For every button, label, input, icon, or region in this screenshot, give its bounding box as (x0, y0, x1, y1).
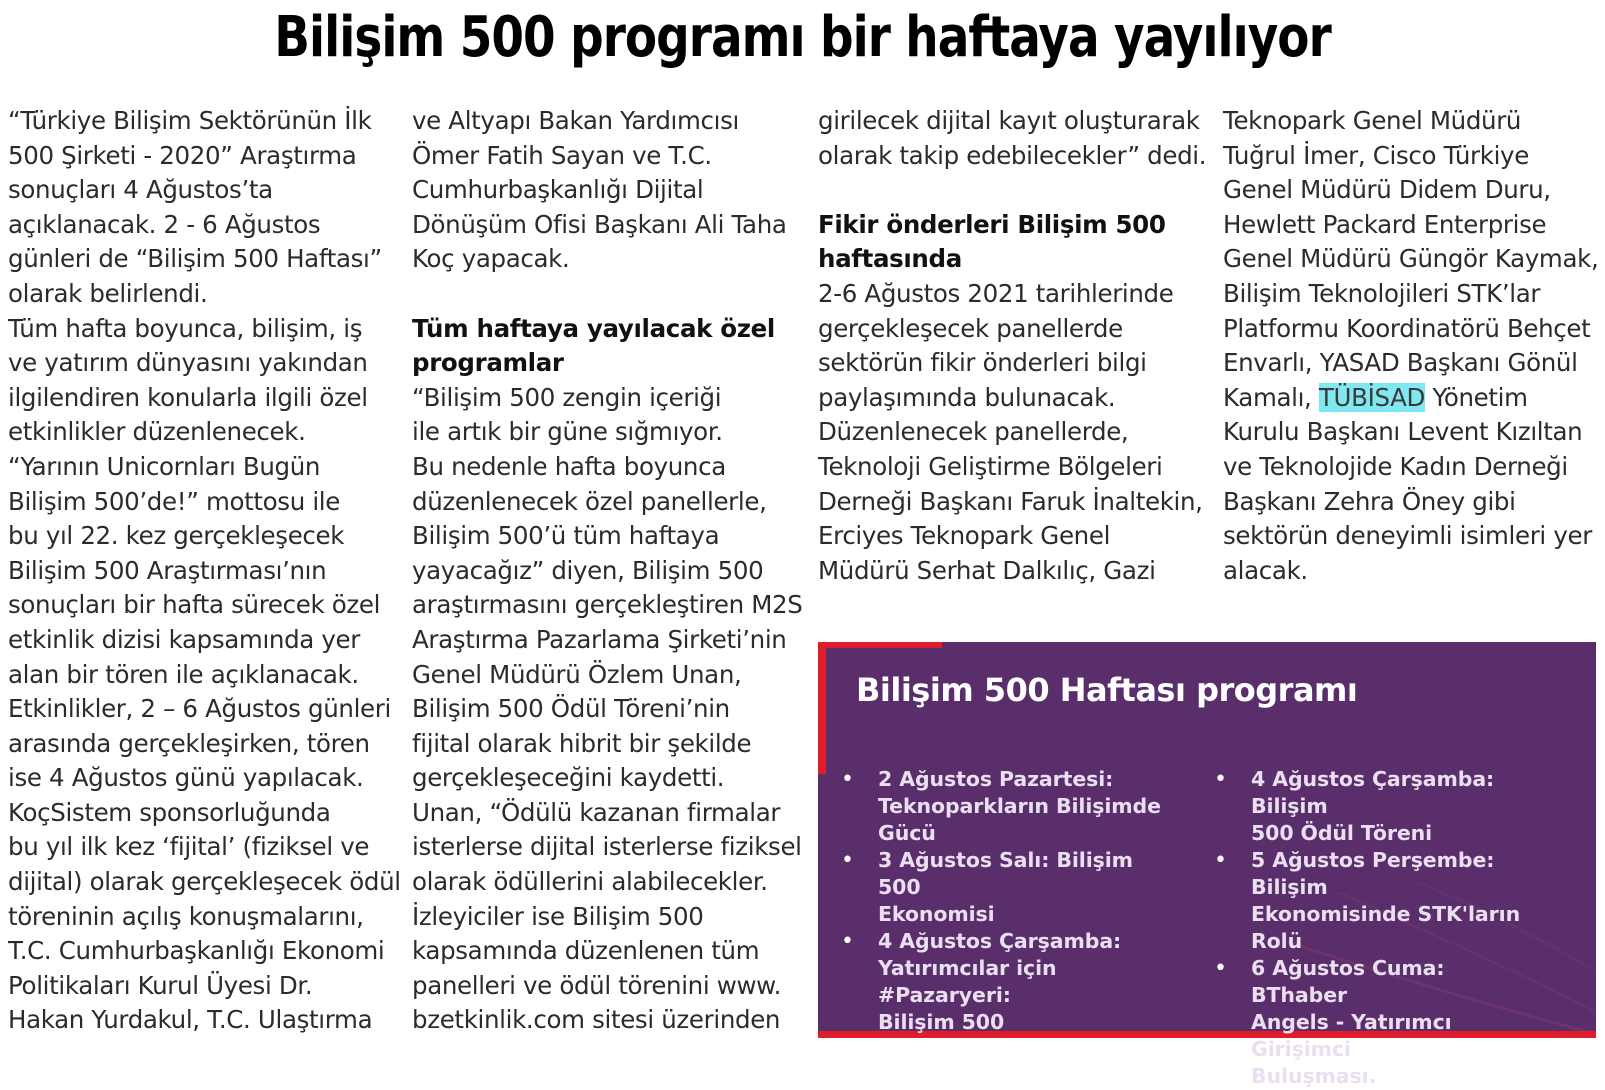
text-line: Müdürü Serhat Dalkılıç, Gazi (818, 555, 1156, 585)
column-1-body (8, 104, 401, 1038)
program-item-line: 4 Ağustos Çarşamba: (878, 929, 1122, 953)
text-line: ve Altyapı Bakan Yardımcısı (412, 106, 739, 135)
text-line: Bilişim 500’de!” mottosu ile (8, 486, 340, 516)
program-item-line: Bilişim 500 (878, 1010, 1005, 1034)
bullet-icon: • (1214, 848, 1227, 873)
text-line: Tüm hafta boyunca, bilişim, iş (8, 313, 363, 343)
text-line: Cumhurbaşkanlığı Dijital (412, 175, 704, 205)
article-column-4 (1223, 104, 1605, 588)
text-line: olarak takip edebilecekler” dedi. (818, 140, 1207, 170)
program-item (840, 847, 1170, 928)
text-line: T.C. Cumhurbaşkanlığı Ekonomi (8, 936, 385, 966)
program-item (840, 928, 1170, 1036)
program-item (840, 766, 1170, 847)
text-line: Dönüşüm Ofisi Başkanı Ali Taha (412, 209, 787, 239)
bullet-icon: • (1214, 767, 1227, 792)
text-line: töreninin açılış konuşmalarını, (8, 901, 364, 931)
text-line: Teknoloji Geliştirme Bölgeleri (818, 451, 1163, 481)
program-item-line: 3 Ağustos Salı: Bilişim 500 (878, 848, 1133, 899)
text-line: “Yarının Unicornları Bugün (8, 451, 321, 481)
text-line: gerçekleşecek panellerde (818, 313, 1123, 343)
text-line: Hewlett Packard Enterprise (1223, 209, 1547, 239)
program-item-line: 5 Ağustos Perşembe: Bilişim (1251, 848, 1495, 899)
column-3-body-b (818, 277, 1206, 588)
bullet-icon: • (841, 848, 854, 873)
program-box (818, 642, 1596, 1088)
text-line: Bilişim 500 Araştırması’nın (8, 555, 327, 585)
program-list-left (840, 766, 1170, 1036)
column-3-body-a (818, 104, 1206, 173)
article-column-3 (818, 104, 1206, 588)
text-line: İzleyiciler ise Bilişim 500 (412, 901, 704, 931)
text-line: bu yıl 22. kez gerçekleşecek (8, 521, 345, 551)
program-item-line: Rolü (1251, 929, 1303, 953)
program-item-line: 500 Ödül Töreni (1251, 821, 1433, 845)
column-2-body-b (412, 381, 803, 1038)
bullet-icon: • (841, 929, 854, 954)
text-line: Etkinlikler, 2 – 6 Ağustos günleri (8, 694, 391, 724)
text-line: ve Teknolojide Kadın Derneği (1223, 451, 1568, 481)
text-line: Genel Müdürü Didem Duru, (1223, 175, 1551, 205)
hl-after: Yönetim (1425, 382, 1528, 412)
program-item-line: Ekonomisi (878, 902, 995, 926)
text-line: Platformu Koordinatörü Behçet (1223, 313, 1591, 343)
text-line: gerçekleşeceğini kaydetti. (412, 763, 725, 793)
text-line: Bilişim Teknolojileri STK’lar (1223, 278, 1541, 308)
column-2-body-a (412, 104, 800, 277)
text-line: sonuçları bir hafta sürecek özel (8, 590, 381, 620)
text-line: alan bir tören ile açıklanacak. (8, 659, 359, 689)
text-line: Düzenlenecek panellerde, (818, 417, 1129, 447)
text-line: araştırmasını gerçekleştiren M2S (412, 590, 803, 620)
text-line: Hakan Yurdakul, T.C. Ulaştırma (8, 1005, 373, 1035)
program-item (1213, 847, 1543, 955)
hl-before: Kamalı, (1223, 382, 1319, 412)
text-line: paylaşımında bulunacak. (818, 382, 1116, 412)
program-item-line: Teknoparkların Bilişimde (878, 794, 1161, 818)
text-line: bu yıl ilk kez ‘fijital’ (fiziksel ve (8, 832, 370, 862)
program-item-line: 6 Ağustos Cuma: BThaber (1251, 956, 1445, 1007)
text-line: Unan, “Ödülü kazanan firmalar (412, 797, 781, 827)
text-line: günleri de “Bilişim 500 Haftası” (8, 244, 382, 274)
text-line: Araştırma Pazarlama Şirketi’nin (412, 624, 787, 654)
headline: Bilişim 500 programı bir haftaya yayılıyor (274, 5, 1331, 70)
program-item-line: Yatırımcılar için #Pazaryeri: (878, 956, 1057, 1007)
text-line: “Bilişim 500 zengin içeriği (412, 382, 722, 412)
text-line: Envarlı, YASAD Başkanı Gönül (1223, 348, 1578, 378)
accent-bar-left (818, 642, 826, 774)
text-line: Genel Müdürü Güngör Kaymak, (1223, 244, 1599, 274)
text-line: Ömer Fatih Sayan ve T.C. (412, 140, 712, 170)
program-list-right (1213, 766, 1543, 1090)
text-line: Bilişim 500’ü tüm haftaya (412, 521, 720, 551)
text-line: arasında gerçekleşirken, tören (8, 728, 370, 758)
text-line: alacak. (1223, 555, 1308, 585)
text-line: ile artık bir güne sığmıyor. (412, 417, 723, 447)
text-line: 2-6 Ağustos 2021 tarihlerinde (818, 278, 1174, 308)
subheading-tum-haftaya (412, 312, 800, 381)
text-line: girilecek dijital kayıt oluşturarak (818, 106, 1200, 135)
highlighted-term-tubisad: TÜBİSAD (1318, 382, 1426, 412)
text-line: “Türkiye Bilişim Sektörünün İlk (8, 106, 372, 135)
text-line: sektörün deneyimli isimleri yer (1223, 521, 1592, 551)
program-item-line: 2 Ağustos Pazartesi: (878, 767, 1114, 791)
text-line: Derneği Başkanı Faruk İnaltekin, (818, 486, 1203, 516)
program-item-line: Ekonomisinde STK'ların (1251, 902, 1521, 926)
text-line: açıklanacak. 2 - 6 Ağustos (8, 209, 321, 239)
highlighted-line (1223, 381, 1605, 416)
program-box-title: Bilişim 500 Haftası programı (856, 671, 1358, 709)
text-line: KoçSistem sponsorluğunda (8, 797, 331, 827)
text-line: Tüm haftaya yayılacak özel (412, 313, 775, 343)
text-line: Kurulu Başkanı Levent Kızıltan (1223, 417, 1583, 447)
text-line: yayacağız” diyen, Bilişim 500 (412, 555, 764, 585)
text-line: Başkanı Zehra Öney gibi (1223, 486, 1516, 516)
text-line: Bu nedenle hafta boyunca (412, 451, 726, 481)
program-item-line: Buluşması. (1251, 1064, 1377, 1088)
text-line: etkinlikler düzenlenecek. (8, 417, 306, 447)
text-line: Tuğrul İmer, Cisco Türkiye (1223, 140, 1529, 170)
paragraph-gap (818, 173, 1206, 208)
program-item-line: Gücü (878, 821, 936, 845)
accent-bar-top (818, 642, 942, 648)
text-line: Erciyes Teknopark Genel (818, 521, 1111, 551)
program-item (1213, 955, 1543, 1090)
text-line: bzetkinlik.com sitesi üzerinden (412, 1005, 781, 1035)
text-line: sektörün fikir önderleri bilgi (818, 348, 1147, 378)
text-line: Bilişim 500 Ödül Töreni’nin (412, 694, 730, 724)
text-line: ve yatırım dünyasını yakından (8, 348, 368, 378)
bullet-icon: • (1214, 956, 1227, 981)
subheading-fikir-onderleri (818, 208, 1206, 277)
text-line: Fikir önderleri Bilişim 500 (818, 209, 1166, 239)
text-line: düzenlenecek özel panellerle, (412, 486, 767, 516)
column-4-body-b (1223, 415, 1605, 588)
text-line: panelleri ve ödül törenini www. (412, 970, 782, 1000)
article-column-2 (412, 104, 803, 1038)
text-line: olarak belirlendi. (8, 278, 208, 308)
text-line: ise 4 Ağustos günü yapılacak. (8, 763, 364, 793)
text-line: Koç yapacak. (412, 244, 570, 274)
text-line: sonuçları 4 Ağustos’ta (8, 175, 273, 205)
text-line: 500 Şirketi - 2020” Araştırma (8, 140, 357, 170)
text-line: Genel Müdürü Özlem Unan, (412, 659, 742, 689)
paragraph-gap (412, 277, 800, 312)
article-column-1 (8, 104, 401, 1038)
program-item-line: 4 Ağustos Çarşamba: Bilişim (1251, 767, 1495, 818)
program-item (1213, 766, 1543, 847)
program-item-line: Angels - Yatırımcı Girişimci (1251, 1010, 1452, 1061)
text-line: dijital) olarak gerçekleşecek ödül (8, 867, 401, 897)
bullet-icon: • (841, 767, 854, 792)
text-line: haftasında (818, 244, 962, 274)
text-line: kapsamında düzenlenen tüm (412, 936, 760, 966)
text-line: isterlerse dijital isterlerse fiziksel (412, 832, 802, 862)
text-line: ilgilendiren konularla ilgili özel (8, 382, 368, 412)
text-line: fijital olarak hibrit bir şekilde (412, 728, 752, 758)
column-4-body-a (1223, 104, 1605, 381)
text-line: Teknopark Genel Müdürü (1223, 106, 1522, 135)
text-line: programlar (412, 348, 564, 378)
text-line: Politikaları Kurul Üyesi Dr. (8, 970, 313, 1000)
text-line: etkinlik dizisi kapsamında yer (8, 624, 360, 654)
text-line: olarak ödüllerini alabilecekler. (412, 867, 768, 897)
